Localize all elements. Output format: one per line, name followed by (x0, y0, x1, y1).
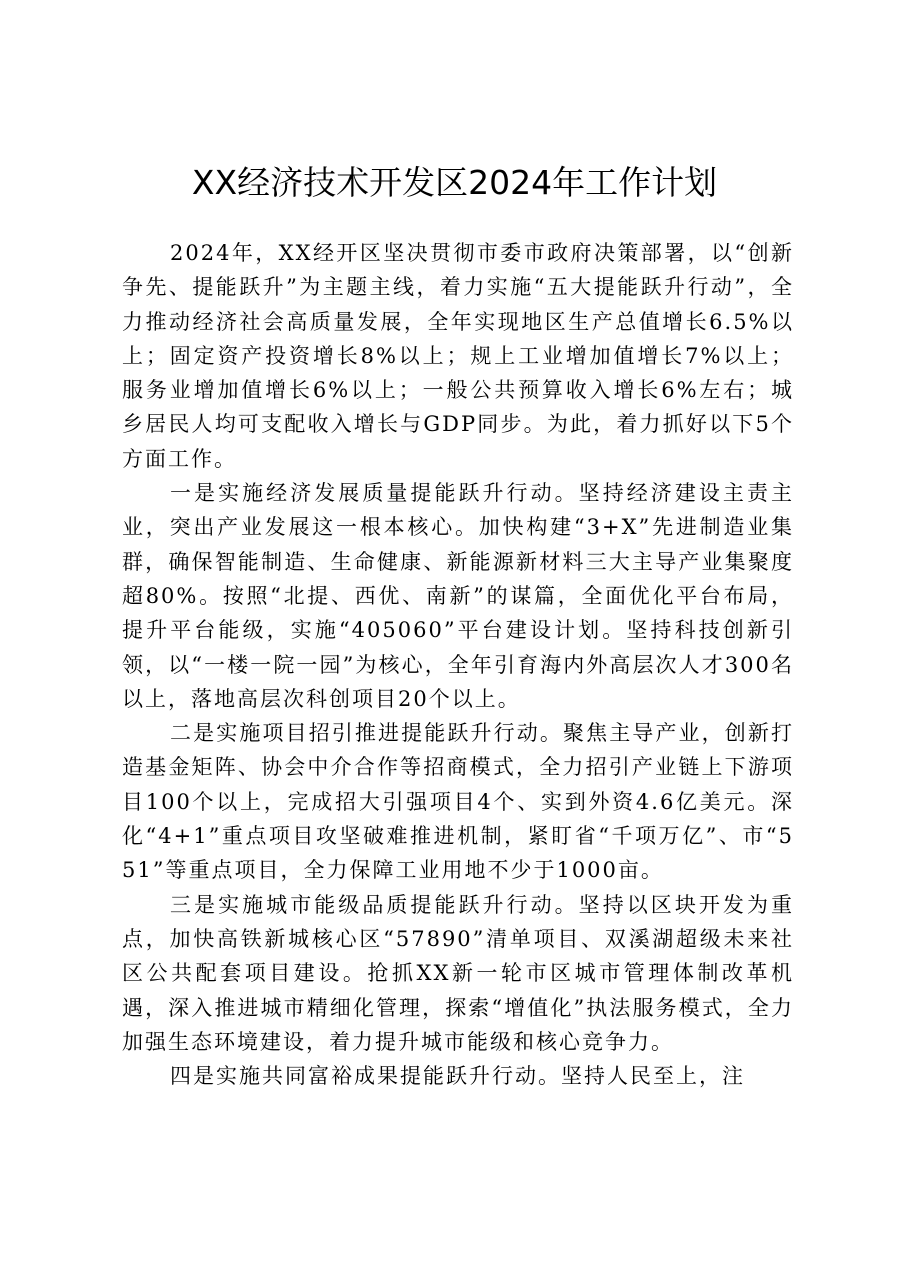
paragraph-economic-quality: 一是实施经济发展质量提能跃升行动。坚持经济建设主责主业，突出产业发展这一根本核心。加快构建“3+X”先进制造业集群，确保智能制造、生命健康、新能源新材料三大主导产业集聚度超80%。按照“北提、西优、南新”的谋篇，全面优化平台布局，提升平台能级，实施“405060”平台建设计划。坚持科技创新引领，以“一楼一院一园”为核心，全年引育海内外高层次人才300名以上，落地高层次科创项目20个以上。 (122, 481, 794, 711)
document-title: XX经济技术开发区2024年工作计划 (191, 163, 718, 202)
paragraph-city-quality: 三是实施城市能级品质提能跃升行动。坚持以区块开发为重点，加快高铁新城核心区“57890”清单项目、双溪湖超级未来社区公共配套项目建设。抢抓XX新一轮市区城市管理体制改革机遇，深入推进城市精细化管理，探索“增值化”执法服务模式，全力加强生态环境建设，着力提升城市能级和核心竞争力。 (122, 892, 794, 1054)
paragraph-common-prosperity: 四是实施共同富裕成果提能跃升行动。坚持人民至上，注 (170, 1064, 745, 1089)
paragraph-project-investment: 二是实施项目招引推进提能跃升行动。聚焦主导产业，创新打造基金矩阵、协会中介合作等招商模式，全力招引产业链上下游项目100个以上，完成招大引强项目4个、实到外资4.6亿美元。深化“4+1”重点项目攻坚破难推进机制，紧盯省“千项万亿”、市“551”等重点项目，全力保障工业用地不少于1000亩。 (122, 721, 794, 883)
document-body (122, 236, 794, 1093)
paragraph-intro: 2024年，XX经开区坚决贯彻市委市政府决策部署，以“创新争先、提能跃升”为主题主线，着力实施“五大提能跃升行动”，全力推动经济社会高质量发展，全年实现地区生产总值增长6.5%以上；固定资产投资增长8%以上；规上工业增加值增长7%以上；服务业增加值增长6%以上；一般公共预算收入增长6%左右；城乡居民人均可支配收入增长与GDP同步。为此，着力抓好以下5个方面工作。 (122, 241, 794, 471)
